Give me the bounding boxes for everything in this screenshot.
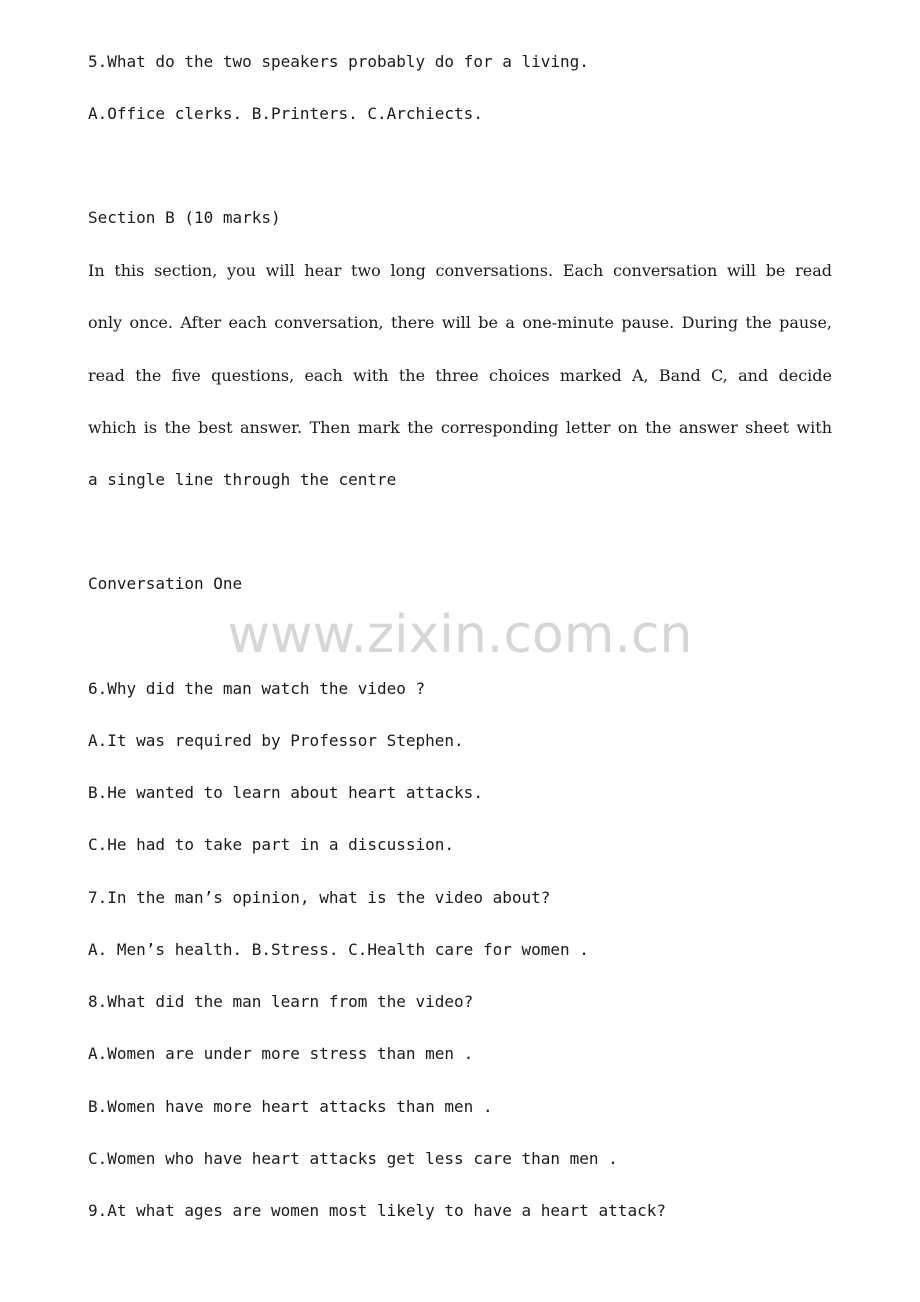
question-5: 5.What do the two speakers probably do for a living. xyxy=(88,52,589,71)
question-8: 8.What did the man learn from the video? xyxy=(88,992,474,1011)
section-b-instructions-line-2: only once. After each conversation, there will be a one-minute pause. During the pause, xyxy=(88,313,832,332)
question-7: 7.In the man’s opinion, what is the video about? xyxy=(88,888,551,907)
question-8-option-a: A.Women are under more stress than men . xyxy=(88,1044,474,1063)
question-6-option-a: A.It was required by Professor Stephen. xyxy=(88,731,464,750)
question-6-option-c: C.He had to take part in a discussion. xyxy=(88,835,455,854)
watermark: www.zixin.com.cn xyxy=(227,605,693,665)
question-5-options: A.Office clerks. B.Printers. C.Archiects. xyxy=(88,104,483,123)
question-8-option-b: B.Women have more heart attacks than men . xyxy=(88,1097,493,1116)
question-9: 9.At what ages are women most likely to have a heart attack? xyxy=(88,1201,666,1220)
question-8-option-c: C.Women who have heart attacks get less care than men . xyxy=(88,1149,618,1168)
conversation-one-heading: Conversation One xyxy=(88,574,243,593)
section-b-instructions-line-5: a single line through the centre xyxy=(88,470,397,489)
question-6-option-b: B.He wanted to learn about heart attacks. xyxy=(88,783,483,802)
section-b-heading: Section B (10 marks) xyxy=(88,208,281,227)
section-b-instructions-line-3: read the five questions, each with the three choices marked A, Band C, and decide xyxy=(88,366,832,385)
section-b-instructions-line-1: In this section, you will hear two long conversations. Each conversation will be read xyxy=(88,261,832,280)
question-7-options: A. Men’s health. B.Stress. C.Health care for women . xyxy=(88,940,589,959)
question-6: 6.Why did the man watch the video ? xyxy=(88,679,426,698)
section-b-instructions-line-4: which is the best answer. Then mark the corresponding letter on the answer sheet with xyxy=(88,418,832,437)
